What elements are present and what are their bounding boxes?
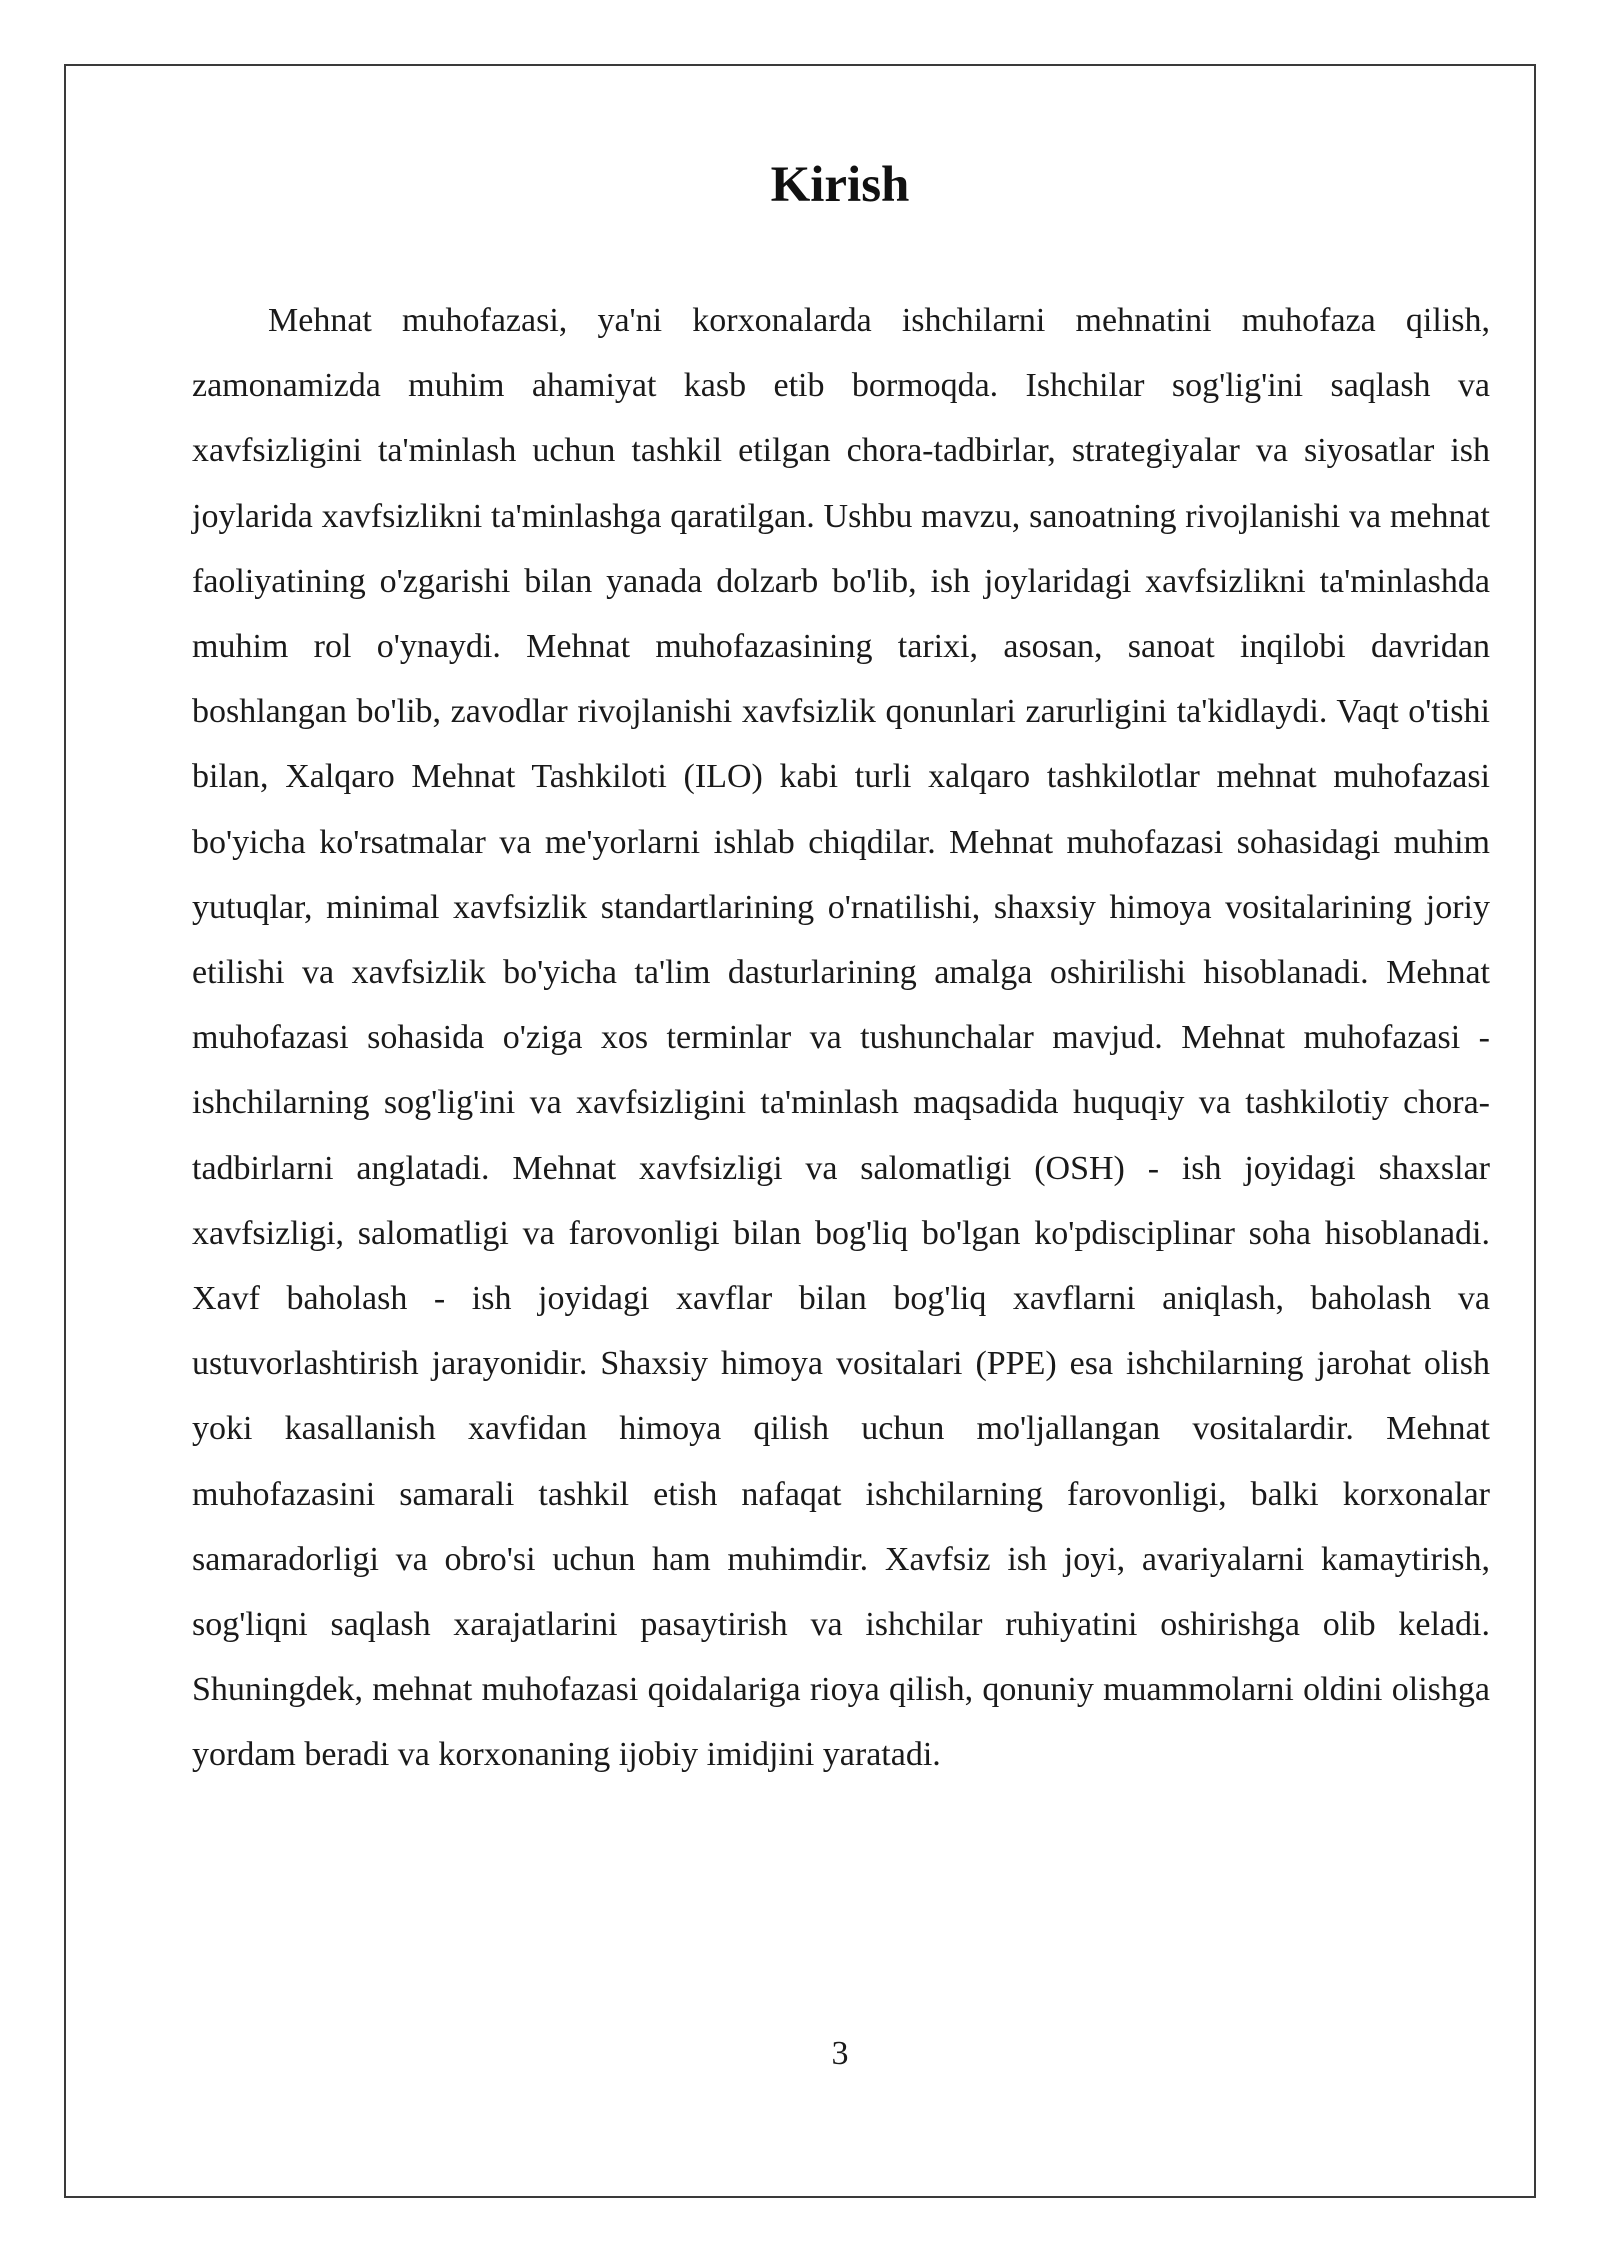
page-title: Kirish	[770, 157, 910, 213]
body-paragraph: Mehnat muhofazasi, ya'ni korxonalarda ishchilarni mehnatini muhofaza qilish, zamonamizda muhim ahamiyat kasb etib bormoqda. Ishchilar sog'lig'ini saqlash va xavfsizligini ta'minlash uchun tashkil etilgan chora-tadbirlar, strategiyalar va siyosatlar ish joylarida xavfsizlikni ta'minlashga qaratilgan. Ushbu mavzu, sanoatning rivojlanishi va mehnat faoliyatining o'zgarishi bilan yanada dolzarb bo'lib, ish joylaridagi xavfsizlikni ta'minlashda muhim rol o'ynaydi. Mehnat muhofazasining tarixi, asosan, sanoat inqilobi davridan boshlangan bo'lib, zavodlar rivojlanishi xavfsizlik qonunlari zarurligini ta'kidlaydi. Vaqt o'tishi bilan, Xalqaro Mehnat Tashkiloti (ILO) kabi turli xalqaro tashkilotlar mehnat muhofazasi bo'yicha ko'rsatmalar va me'yorlarni ishlab chiqdilar. Mehnat muhofazasi sohasidagi muhim yutuqlar, minimal xavfsizlik standartlarining o'rnatilishi, shaxsiy himoya vositalarining joriy etilishi va xavfsizlik bo'yicha ta'lim dasturlarining amalga oshirilishi hisoblanadi. Mehnat muhofazasi sohasida o'ziga xos terminlar va tushunchalar mavjud. Mehnat muhofazasi - ishchilarning sog'lig'ini va xavfsizligini ta'minlash maqsadida huquqiy va tashkilotiy chora-tadbirlarni anglatadi. Mehnat xavfsizligi va salomatligi (OSH) - ish joyidagi shaxslar xavfsizligi, salomatligi va farovonligi bilan bog'liq bo'lgan ko'pdisciplinar soha hisoblanadi. Xavf baholash - ish joyidagi xavflar bilan bog'liq xavflarni aniqlash, baholash va ustuvorlashtirish jarayonidir. Shaxsiy himoya vositalari (PPE) esa ishchilarning jarohat olish yoki kasallanish xavfidan himoya qilish uchun mo'ljallangan vositalardir. Mehnat muhofazasini samarali tashkil etish nafaqat ishchilarning farovonligi, balki korxonalar samaradorligi va obro'si uchun ham muhimdir. Xavfsiz ish joyi, avariyalarni kamaytirish, sog'liqni saqlash xarajatlarini pasaytirish va ishchilar ruhiyatini oshirishga olib keladi. Shuningdek, mehnat muhofazasi qoidalariga rioya qilish, qonuniy muammolarni oldini olishga yordam beradi va korxonaning ijobiy imidjini yaratadi.	[192, 302, 1490, 1774]
page-number: 3	[831, 2035, 849, 2072]
